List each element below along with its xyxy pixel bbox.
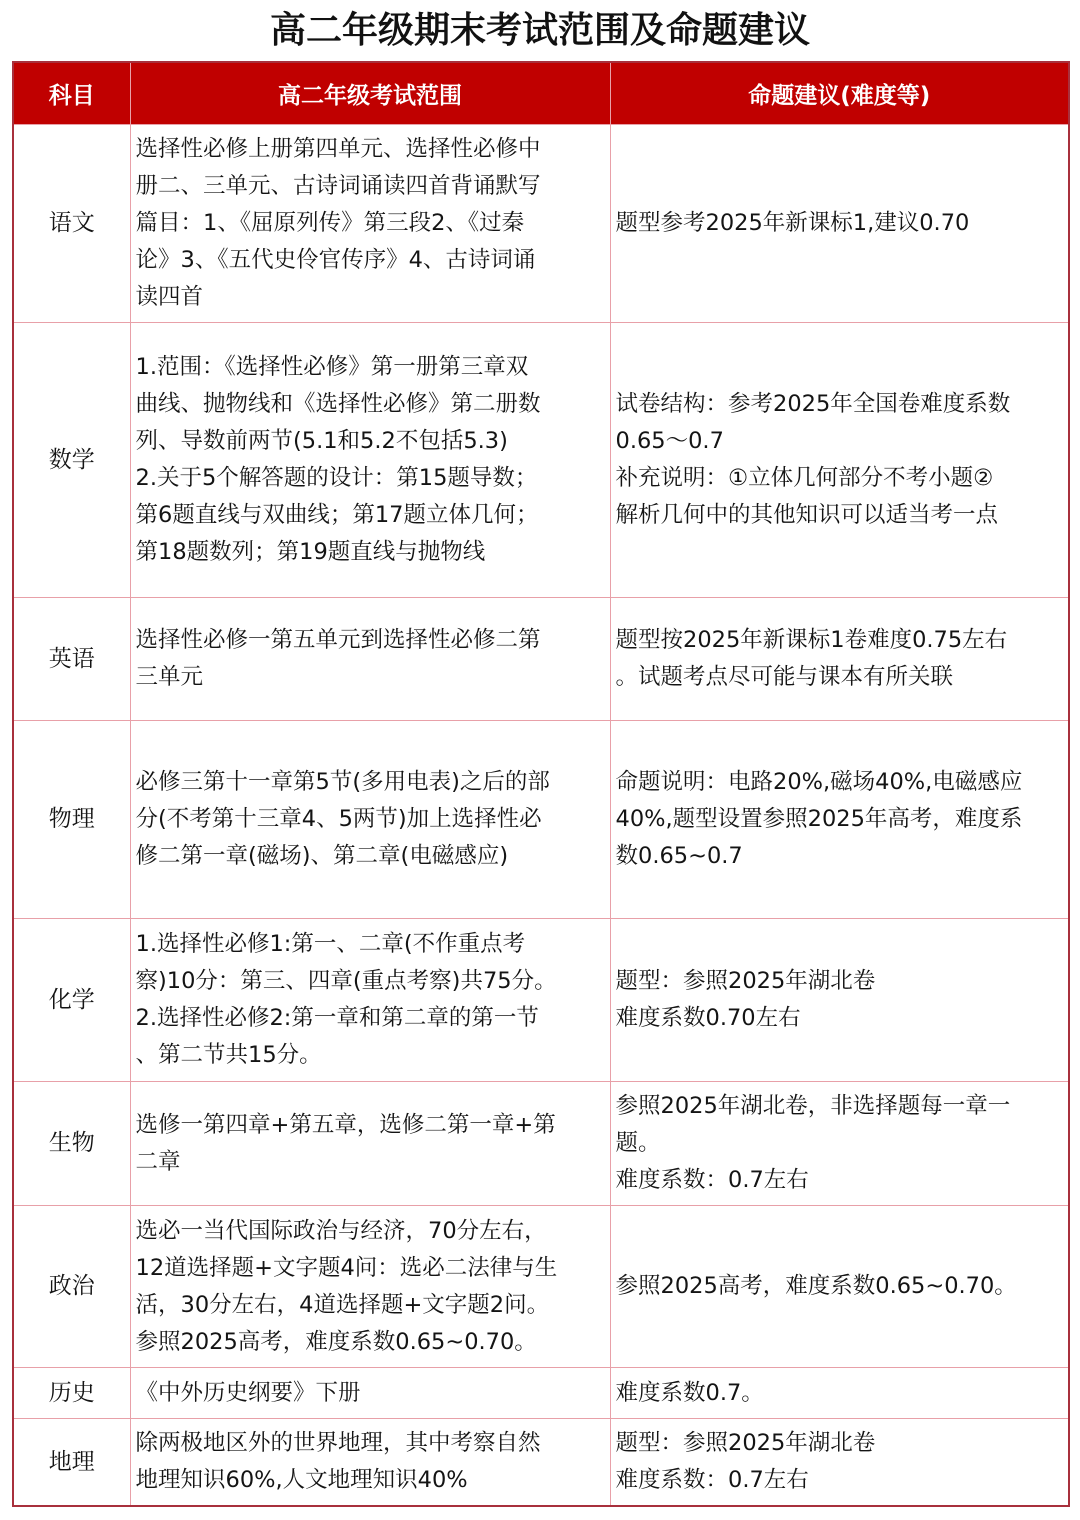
scope-line: 除两极地区外的世界地理，其中考察自然	[135, 1430, 541, 1456]
scope-line: 活，30分左右，4道选择题+文字题2问。	[135, 1291, 550, 1318]
subject-cell: 政治	[13, 1206, 130, 1368]
table-row-chinese	[13, 125, 1069, 323]
scope-cell	[130, 598, 610, 721]
scope-line: 2.选择性必修2:第一章和第二章的第一节	[135, 1005, 539, 1031]
advice-line: 题型参考2025年新课标1,建议0.70	[615, 210, 970, 236]
table-header-row	[13, 62, 1069, 125]
scope-cell	[130, 323, 610, 598]
advice-cell	[610, 721, 1069, 919]
advice-line: 。试题考点尽可能与课本有所关联	[615, 664, 954, 690]
table-row-history	[13, 1368, 1069, 1419]
exam-scope-table	[12, 61, 1070, 1507]
header-subject: 科目	[13, 62, 130, 125]
subject-cell: 数学	[13, 323, 130, 598]
scope-cell	[130, 1368, 610, 1419]
advice-line: 数0.65~0.7	[615, 843, 743, 869]
scope-line: 第18题数列；第19题直线与抛物线	[135, 539, 486, 565]
scope-line: 察)10分：第三、四章(重点考察)共75分。	[135, 968, 557, 994]
advice-cell	[610, 323, 1069, 598]
table-row-english	[13, 598, 1069, 721]
subject-cell: 英语	[13, 598, 130, 721]
advice-line: 试卷结构：参考2025年全国卷难度系数	[615, 391, 1011, 417]
subject-cell: 生物	[13, 1082, 130, 1206]
advice-cell	[610, 1419, 1069, 1507]
advice-cell	[610, 1206, 1069, 1368]
scope-line: 参照2025高考，难度系数0.65~0.70。	[135, 1328, 537, 1355]
subject-cell: 化学	[13, 919, 130, 1082]
advice-line: 参照2025高考，难度系数0.65~0.70。	[615, 1273, 1017, 1299]
subject-cell: 物理	[13, 721, 130, 919]
advice-cell	[610, 598, 1069, 721]
advice-line: 题。	[615, 1130, 661, 1156]
header-scope: 高二年级考试范围	[130, 62, 610, 125]
scope-line: 册二、三单元、古诗词诵读四首背诵默写	[135, 173, 541, 199]
advice-line: 解析几何中的其他知识可以适当考一点	[615, 502, 999, 528]
scope-cell	[130, 919, 610, 1082]
advice-cell	[610, 1082, 1069, 1206]
advice-line: 难度系数0.70左右	[615, 1005, 801, 1031]
scope-line: 三单元	[135, 664, 204, 690]
advice-line: 0.65～0.7	[615, 428, 724, 454]
advice-line: 难度系数：0.7左右	[615, 1167, 809, 1193]
table-row-physics	[13, 721, 1069, 919]
subject-cell: 历史	[13, 1368, 130, 1419]
scope-line: 篇目：1、《屈原列传》第三段2、《过秦	[135, 210, 525, 236]
scope-line: 选修一第四章+第五章，选修二第一章+第	[135, 1111, 556, 1138]
scope-cell	[130, 125, 610, 323]
scope-line: 12道选择题+文字题4问：选必二法律与生	[135, 1254, 558, 1281]
subject-cell: 语文	[13, 125, 130, 323]
advice-cell	[610, 1368, 1069, 1419]
scope-cell	[130, 1082, 610, 1206]
advice-cell	[610, 125, 1069, 323]
advice-line: 难度系数0.7。	[615, 1379, 764, 1406]
advice-line: 40%,题型设置参照2025年高考，难度系	[615, 806, 1023, 832]
advice-line: 补充说明：①立体几何部分不考小题②	[615, 465, 994, 491]
scope-line: 二章	[135, 1148, 181, 1175]
table-row-math	[13, 323, 1069, 598]
subject-cell: 地理	[13, 1419, 130, 1507]
scope-cell	[130, 1419, 610, 1507]
scope-line: 必修三第十一章第5节(多用电表)之后的部	[135, 769, 550, 795]
scope-line: 、第二节共15分。	[135, 1042, 322, 1068]
table-row-geography	[13, 1419, 1069, 1507]
scope-line: 1.选择性必修1:第一、二章(不作重点考	[135, 931, 526, 957]
scope-line: 选择性必修一第五单元到选择性必修二第	[135, 627, 541, 653]
table-row-politics	[13, 1206, 1069, 1368]
advice-line: 命题说明：电路20%,磁场40%,电磁感应	[615, 769, 1023, 795]
scope-line: 论》3、《五代史伶官传序》4、古诗词诵	[135, 247, 536, 273]
page-title: 高二年级期末考试范围及命题建议	[269, 10, 810, 51]
table-row-biology	[13, 1082, 1069, 1206]
scope-line: 《中外历史纲要》下册	[135, 1379, 361, 1406]
scope-line: 1.范围：《选择性必修》第一册第三章双	[135, 354, 529, 380]
advice-line: 题型：参照2025年湖北卷	[615, 968, 876, 994]
advice-line: 题型：参照2025年湖北卷	[615, 1430, 876, 1456]
advice-line: 参照2025年湖北卷，非选择题每一章一	[615, 1093, 1011, 1119]
scope-line: 选必一当代国际政治与经济，70分左右，	[135, 1217, 547, 1244]
scope-line: 读四首	[135, 284, 204, 310]
table-row-chemistry	[13, 919, 1069, 1082]
scope-cell	[130, 721, 610, 919]
scope-line: 列、导数前两节(5.1和5.2不包括5.3)	[135, 428, 508, 454]
scope-line: 修二第一章(磁场)、第二章(电磁感应)	[135, 843, 509, 869]
advice-cell	[610, 919, 1069, 1082]
scope-cell	[130, 1206, 610, 1368]
scope-line: 曲线、抛物线和《选择性必修》第二册数	[135, 391, 541, 417]
scope-line: 分(不考第十三章4、5两节)加上选择性必	[135, 806, 542, 832]
scope-line: 地理知识60%,人文地理知识40%	[135, 1467, 468, 1493]
scope-line: 第6题直线与双曲线；第17题立体几何；	[135, 502, 539, 528]
scope-line: 选择性必修上册第四单元、选择性必修中	[135, 136, 541, 162]
advice-line: 难度系数：0.7左右	[615, 1467, 809, 1493]
header-advice: 命题建议(难度等)	[610, 62, 1069, 125]
scope-line: 2.关于5个解答题的设计：第15题导数；	[135, 465, 538, 491]
advice-line: 题型按2025年新课标1卷难度0.75左右	[615, 627, 1008, 653]
